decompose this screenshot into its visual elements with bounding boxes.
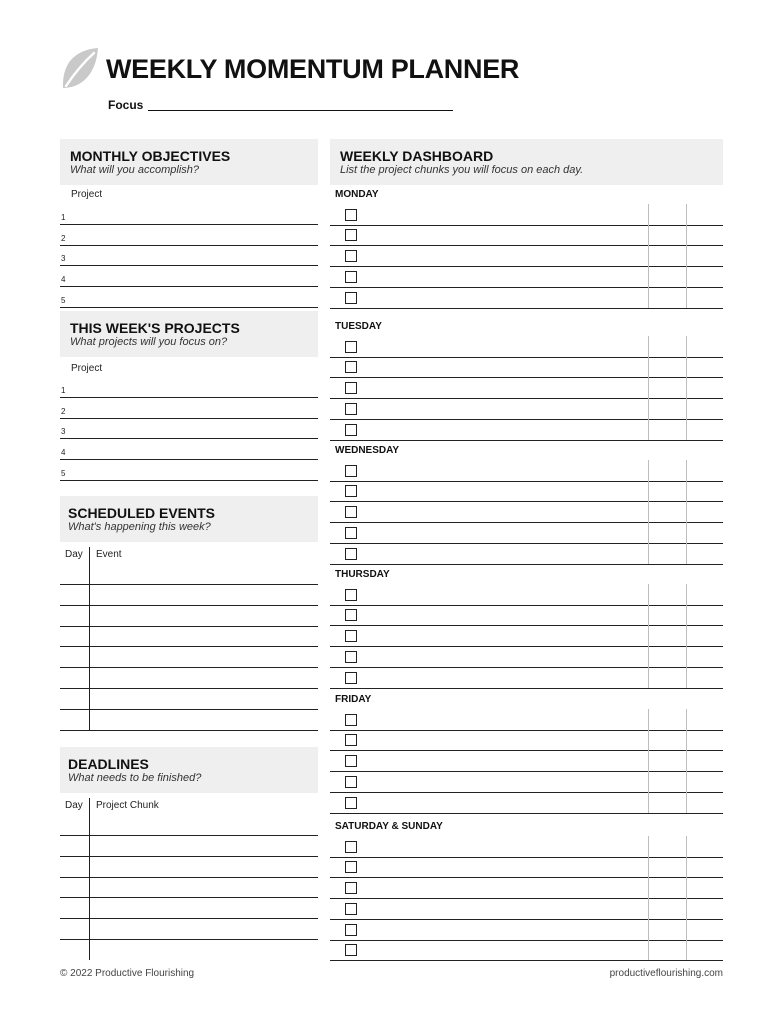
task-column-divider [686,460,687,564]
weeks-projects-row-line[interactable] [60,438,318,439]
task-checkbox[interactable] [345,630,357,642]
footer-website[interactable]: productiveflourishing.com [609,968,723,979]
task-line[interactable] [330,543,723,544]
task-checkbox[interactable] [345,506,357,518]
monthly-objectives-row-number: 2 [61,233,66,243]
task-checkbox[interactable] [345,271,357,283]
weeks-projects-row-line[interactable] [60,480,318,481]
leaf-icon [60,46,100,92]
task-checkbox[interactable] [345,485,357,497]
task-checkbox[interactable] [345,755,357,767]
task-checkbox[interactable] [345,548,357,560]
monthly-objectives-column-label: Project [71,189,103,200]
task-column-divider [686,709,687,813]
task-checkbox[interactable] [345,651,357,663]
task-column-divider [648,836,649,960]
deadlines-day-header: Day [65,800,83,811]
task-checkbox[interactable] [345,672,357,684]
task-line[interactable] [330,522,723,523]
monthly-objectives-row-line[interactable] [60,286,318,287]
task-checkbox[interactable] [345,341,357,353]
scheduled-events-table-row[interactable] [60,646,318,647]
scheduled-events-table-row[interactable] [60,626,318,627]
deadlines-divider [89,798,90,960]
task-line[interactable] [330,667,723,668]
task-checkbox[interactable] [345,424,357,436]
scheduled-events-event-header: Event [96,549,122,560]
task-column-divider [648,204,649,308]
deadlines-subtitle: What needs to be finished? [68,772,202,784]
weeks-projects-row-number: 4 [61,448,66,458]
task-line[interactable] [330,730,723,731]
task-checkbox[interactable] [345,229,357,241]
task-line[interactable] [330,398,723,399]
monthly-objectives-row-number: 3 [61,254,66,264]
task-checkbox[interactable] [345,209,357,221]
task-line[interactable] [330,688,723,689]
day-label-saturday-sunday: SATURDAY & SUNDAY [335,821,443,832]
task-line[interactable] [330,877,723,878]
weeks-projects-row-number: 5 [61,468,66,478]
deadlines-table-row[interactable] [60,897,318,898]
task-checkbox[interactable] [345,841,357,853]
monthly-objectives-row-number: 1 [61,213,66,222]
task-checkbox[interactable] [345,776,357,788]
deadlines-title: DEADLINES [68,756,149,772]
task-checkbox[interactable] [345,714,357,726]
deadlines-header [60,747,318,793]
scheduled-events-day-header: Day [65,549,83,560]
task-line[interactable] [330,750,723,751]
weeks-projects-row-line[interactable] [60,397,318,398]
scheduled-events-table-row[interactable] [60,688,318,689]
monthly-objectives-row-line[interactable] [60,245,318,246]
focus-input[interactable] [148,110,453,111]
task-line[interactable] [330,625,723,626]
scheduled-events-table-row[interactable] [60,584,318,585]
task-line[interactable] [330,419,723,420]
deadlines-table-row[interactable] [60,918,318,919]
weeks-projects-column-label: Project [71,363,103,374]
monthly-objectives-row-number: 4 [61,275,66,285]
task-column-divider [686,584,687,688]
weeks-projects-subtitle: What projects will you focus on? [70,336,228,348]
monthly-objectives-row-line[interactable] [60,265,318,266]
task-line[interactable] [330,287,723,288]
task-checkbox[interactable] [345,903,357,915]
monthly-objectives-row-line[interactable] [60,307,318,308]
task-line[interactable] [330,857,723,858]
scheduled-events-subtitle: What's happening this week? [68,521,211,533]
task-column-divider [686,336,687,440]
weeks-projects-row-line[interactable] [60,418,318,419]
day-label-wednesday: WEDNESDAY [335,445,400,456]
monthly-objectives-header [60,139,318,185]
deadlines-table-row[interactable] [60,877,318,878]
task-column-divider [648,584,649,688]
task-line[interactable] [330,225,723,226]
task-checkbox[interactable] [345,361,357,373]
task-line[interactable] [330,564,723,565]
task-line[interactable] [330,792,723,793]
task-checkbox[interactable] [345,589,357,601]
task-line[interactable] [330,245,723,246]
task-checkbox[interactable] [345,609,357,621]
page-title: WEEKLY MOMENTUM PLANNER [106,54,520,84]
monthly-objectives-row-line[interactable] [60,224,318,225]
task-checkbox[interactable] [345,382,357,394]
deadlines-chunk-header: Project Chunk [96,800,159,811]
weeks-projects-row-number: 2 [61,406,66,416]
task-column-divider [648,709,649,813]
task-column-divider [686,204,687,308]
task-checkbox[interactable] [345,944,357,956]
scheduled-events-divider [89,547,90,730]
monthly-objectives-subtitle: What will you accomplish? [70,164,199,176]
task-line[interactable] [330,605,723,606]
scheduled-events-table-row[interactable] [60,667,318,668]
task-checkbox[interactable] [345,924,357,936]
focus-label: Focus [108,98,144,112]
day-label-thursday: THURSDAY [335,569,390,580]
task-column-divider [686,836,687,960]
day-label-tuesday: TUESDAY [335,321,382,332]
task-checkbox[interactable] [345,797,357,809]
weeks-projects-row-line[interactable] [60,459,318,460]
day-label-monday: MONDAY [335,189,379,200]
task-line[interactable] [330,771,723,772]
task-column-divider [648,336,649,440]
task-checkbox[interactable] [345,527,357,539]
task-checkbox[interactable] [345,292,357,304]
deadlines-table-row[interactable] [60,856,318,857]
scheduled-events-header [60,496,318,542]
monthly-objectives-title: MONTHLY OBJECTIVES [70,148,231,164]
task-checkbox[interactable] [345,734,357,746]
monthly-objectives-row-number: 5 [61,295,66,305]
task-line[interactable] [330,481,723,482]
task-line[interactable] [330,440,723,441]
task-line[interactable] [330,940,723,941]
task-column-divider [648,460,649,564]
task-checkbox[interactable] [345,403,357,415]
task-line[interactable] [330,646,723,647]
scheduled-events-table-row[interactable] [60,730,318,731]
task-line[interactable] [330,266,723,267]
task-line[interactable] [330,813,723,814]
task-line[interactable] [330,308,723,309]
weekly-dashboard-title: WEEKLY DASHBOARD [340,148,494,164]
task-line[interactable] [330,919,723,920]
task-checkbox[interactable] [345,882,357,894]
scheduled-events-table-row[interactable] [60,605,318,606]
weeks-projects-row-number: 1 [61,386,66,395]
weekly-dashboard-subtitle: List the project chunks you will focus on each day. [340,164,584,176]
deadlines-table-row[interactable] [60,835,318,836]
task-checkbox[interactable] [345,250,357,262]
task-line[interactable] [330,501,723,502]
task-checkbox[interactable] [345,465,357,477]
scheduled-events-table-row[interactable] [60,709,318,710]
scheduled-events-title: SCHEDULED EVENTS [68,505,216,521]
task-line[interactable] [330,898,723,899]
weeks-projects-row-number: 3 [61,427,66,437]
task-line[interactable] [330,377,723,378]
task-checkbox[interactable] [345,861,357,873]
task-line[interactable] [330,960,723,961]
weekly-dashboard-header [330,139,723,185]
footer-copyright: © 2022 Productive Flourishing [60,968,195,979]
weeks-projects-header [60,311,318,357]
task-line[interactable] [330,357,723,358]
day-label-friday: FRIDAY [335,694,372,705]
weeks-projects-title: THIS WEEK'S PROJECTS [70,320,240,336]
deadlines-table-row[interactable] [60,939,318,940]
